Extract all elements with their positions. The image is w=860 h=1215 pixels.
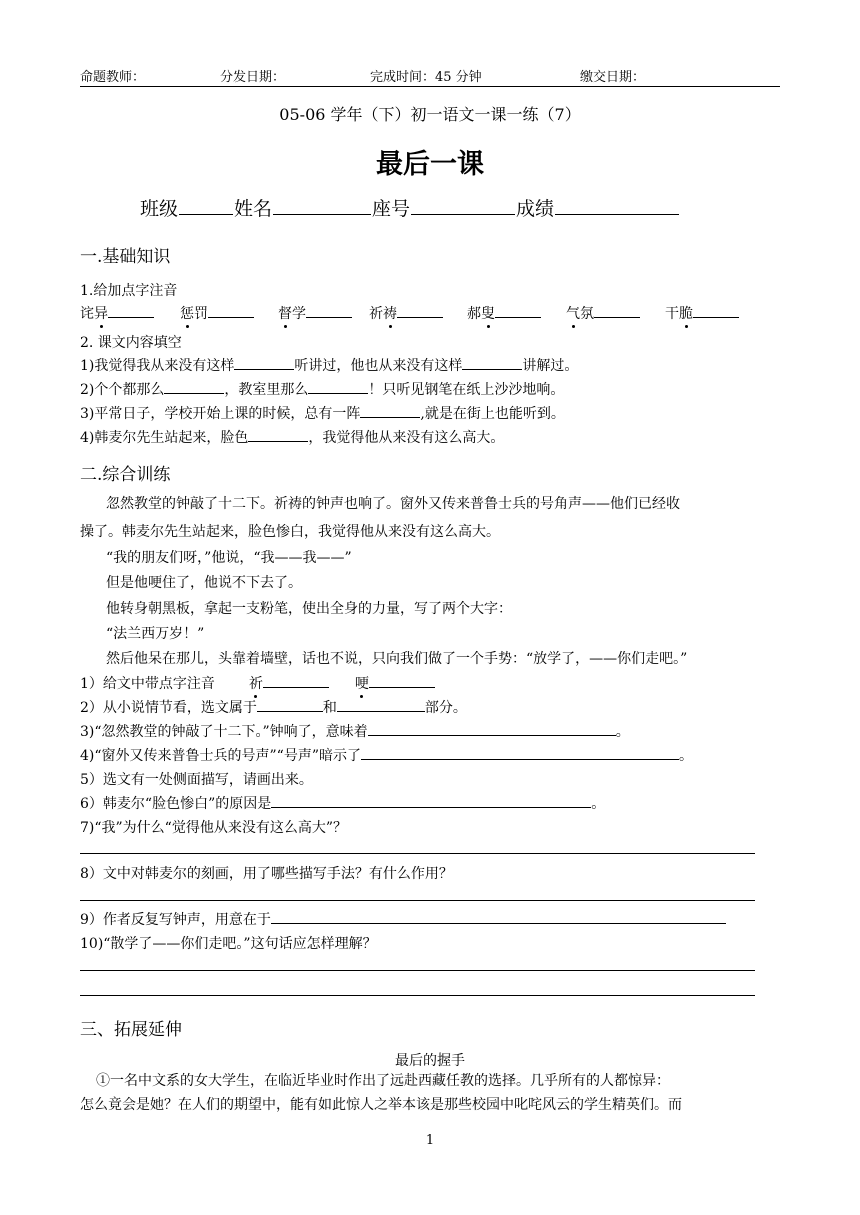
issue-date-label: 分发日期： — [220, 70, 286, 85]
pinyin-word-3: 督学 — [278, 303, 352, 323]
answer-line[interactable] — [80, 900, 755, 901]
question-10: 10)“散学了——你们走吧。”这句话应怎样理解？ — [80, 936, 377, 952]
pinyin-word-2: 惩罚 — [180, 303, 254, 323]
pinyin-blank[interactable] — [208, 304, 254, 318]
fill-blank[interactable] — [360, 404, 420, 418]
fill-item-1: 1)我觉得我从来没有这样 听讲过，他也从来没有这样 讲解过。 — [80, 358, 579, 374]
answer-line[interactable] — [80, 995, 755, 996]
question-2: 2）从小说情节看，选文属于 和 部分。 — [80, 700, 467, 716]
fill-blank[interactable] — [248, 428, 308, 442]
student-info-row — [140, 194, 680, 221]
passage-line: “法兰西万岁！” — [106, 626, 205, 642]
answer-blank[interactable] — [271, 910, 726, 924]
passage-line: 然后他呆在那儿，头靠着墙壁，话也不说，只向我们做了一个手势：“放学了，——你们走吧。” — [106, 651, 688, 667]
pinyin-blank[interactable] — [495, 304, 541, 318]
page-title: 最后一课 — [376, 149, 484, 180]
answer-blank[interactable] — [337, 698, 425, 712]
fill-item-3: 3)平常日子，学校开始上课的时候，总有一阵 ,就是在街上也能听到。 — [80, 406, 565, 422]
article-line: ①一名中文系的女大学生，在临近毕业时作出了远赴西藏任教的选择。几乎所有的人都惊异： — [96, 1073, 670, 1089]
q2-prompt: 2. 课文内容填空 — [80, 335, 182, 351]
passage-line: 操了。韩麦尔先生站起来，脸色惨白，我觉得他从来没有这么高大。 — [80, 524, 500, 540]
answer-line[interactable] — [80, 853, 755, 854]
pinyin-blank[interactable] — [693, 304, 739, 318]
fill-blank[interactable] — [164, 380, 224, 394]
question-7: 7)“我”为什么“觉得他从来没有这么高大”？ — [80, 820, 347, 836]
question-9: 9）作者反复写钟声，用意在于 — [80, 909, 726, 929]
pinyin-word-1: 诧异 — [80, 303, 154, 323]
section1-heading: 一.基础知识 — [80, 247, 171, 267]
name-label: 姓名 — [234, 198, 273, 220]
answer-blank[interactable] — [369, 674, 435, 688]
section2-heading: 二.综合训练 — [80, 465, 171, 485]
passage-line: 但是他哽住了，他说不下去了。 — [106, 575, 302, 591]
name-field[interactable] — [273, 195, 371, 215]
score-label: 成绩 — [516, 198, 555, 220]
question-6: 6）韩麦尔“脸色惨白”的原因是 。 — [80, 796, 606, 812]
time-label: 完成时间：45 分钟 — [370, 70, 482, 85]
fill-item-4: 4)韩麦尔先生站起来，脸色 ，我觉得他从来没有这么高大。 — [80, 430, 505, 446]
pinyin-blank[interactable] — [397, 304, 443, 318]
answer-blank[interactable] — [263, 674, 329, 688]
teacher-label: 命题教师： — [80, 70, 146, 85]
question-8: 8）文中对韩麦尔的刻画，用了哪些描写手法？有什么作用？ — [80, 866, 453, 882]
fill-item-2: 2)个个都那么 ，教室里那么 ！只听见钢笔在纸上沙沙地响。 — [80, 382, 565, 398]
pinyin-word-5: 郝叟 — [467, 303, 541, 323]
pinyin-word-4: 祈祷 — [369, 303, 443, 323]
question-4: 4)“窗外又传来普鲁士兵的号声”“号声”暗示了 。 — [80, 748, 693, 764]
passage-line: “我的朋友们呀，”他说，“我——我——” — [106, 550, 352, 566]
answer-line[interactable] — [80, 970, 755, 971]
q1-prompt: 1.给加点字注音 — [80, 283, 178, 299]
class-field[interactable] — [179, 195, 233, 215]
question-1: 1）给文中带点字注音 祈 哽 — [80, 673, 435, 693]
seat-label: 座号 — [372, 198, 411, 220]
worksheet-subtitle: 05-06 学年（下）初一语文一课一练（7） — [279, 105, 581, 124]
seat-field[interactable] — [411, 195, 515, 215]
header-divider — [80, 86, 780, 87]
page-number: 1 — [425, 1133, 435, 1148]
section3-heading: 三、拓展延伸 — [80, 1020, 182, 1040]
pinyin-blank[interactable] — [594, 304, 640, 318]
pinyin-blank[interactable] — [108, 304, 154, 318]
score-field[interactable] — [555, 195, 679, 215]
pinyin-word-7: 干脆 — [665, 303, 739, 323]
pinyin-blank[interactable] — [306, 304, 352, 318]
article-line: 怎么竟会是她？在人们的期望中，能有如此惊人之举本该是那些校园中叱咤风云的学生精英们。而 — [80, 1097, 682, 1113]
answer-blank[interactable] — [368, 722, 616, 736]
class-label: 班级 — [140, 198, 179, 220]
answer-blank[interactable] — [361, 746, 679, 760]
answer-blank[interactable] — [257, 698, 323, 712]
passage-line: 忽然教堂的钟敲了十二下。祈祷的钟声也响了。窗外又传来普鲁士兵的号角声——他们已经收 — [106, 496, 680, 512]
article-title: 最后的握手 — [395, 1053, 465, 1069]
pinyin-word-6: 气氛 — [566, 303, 640, 323]
question-5: 5）选文有一处侧面描写，请画出来。 — [80, 772, 313, 788]
passage-line: 他转身朝黑板，拿起一支粉笔，使出全身的力量，写了两个大字： — [106, 601, 512, 617]
question-3: 3)“忽然教堂的钟敲了十二下。”钟响了，意味着 。 — [80, 724, 630, 740]
answer-blank[interactable] — [271, 794, 591, 808]
fill-blank[interactable] — [462, 356, 522, 370]
fill-blank[interactable] — [308, 380, 368, 394]
due-date-label: 缴交日期： — [580, 70, 646, 85]
fill-blank[interactable] — [234, 356, 294, 370]
